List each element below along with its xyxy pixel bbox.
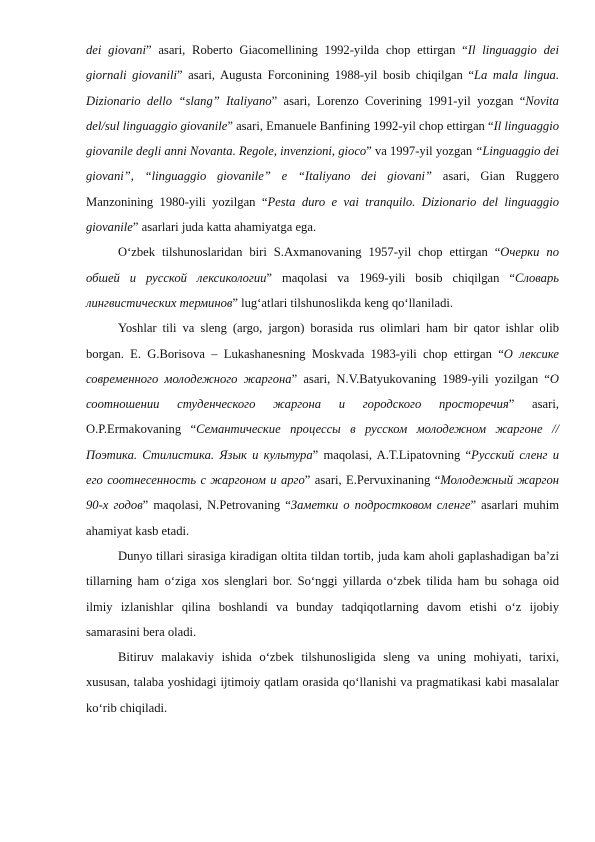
body-text: ” asari, Lorenzo Coverining 1991-yil yozgan “	[271, 93, 526, 108]
italic-title-text: Pesta duro e vai tranquilo. Dizionario del linguaggio giovanile	[86, 194, 560, 235]
italic-title-text: Il linguaggio dei giornali giovanili	[86, 43, 559, 83]
body-text: ” asarlari muhim ahamiyat kasb etadi.	[86, 498, 559, 538]
italic-title-text: О лексике современного молодежного жаргона	[86, 346, 560, 386]
body-text: ” va 1997-yil yozgan	[366, 144, 476, 159]
italic-title-text: dei giovani	[86, 43, 146, 57]
body-text: ” asarlari juda katta ahamiyatga ega.	[132, 220, 317, 235]
italic-title-text: Заметки о подростковом сленге	[290, 498, 471, 513]
italic-title-text: Очерки по обшей и русской лексикологии	[86, 245, 559, 285]
document-body	[86, 38, 559, 721]
body-text: ” asari, Roberto Giacomellining 1992-yilda chop ettirgan “	[145, 43, 468, 57]
body-text: Yoshlar tili va sleng (argo, jargon) borasida rus olimlari ham bir qator ishlar olib borgan. E. G.Borisova – Lukashanesning Moskvada 1983-yili chop ettirgan “	[86, 321, 559, 361]
italic-title-text: О соотношении студенческого жаргона и городского просторечия	[86, 371, 559, 412]
body-text: ” asari, E.Pervuxinaning “	[304, 473, 441, 488]
italic-title-text: Русский сленг и его соотнесенность с жаргоном и арго	[86, 447, 559, 488]
body-text: ” asari, N.V.Batyukovaning 1989-yili yozilgan “	[291, 371, 550, 386]
body-text: ” lug‘atlari tilshunoslikda keng qo‘llaniladi.	[232, 295, 454, 310]
body-text: Bitiruv malakaviy ishida o‘zbek tilshunosligida sleng va uning mohiyati, tarixi, xususan, talaba yoshidagi ijtimoiy qatlam orasida qo‘llanishi va pragmatikasi kabi masalalar ko‘rib chiqiladi.	[86, 650, 559, 715]
body-text: ” maqolasi, N.Petrovaning “	[142, 498, 291, 513]
italic-title-text: Novita del/sul linguaggio giovanile	[86, 93, 559, 133]
paragraph-4	[86, 544, 559, 645]
body-text: ” maqolasi, A.T.Lipatovning “	[312, 447, 472, 462]
body-text: Dunyo tillari sirasiga kiradigan oltita tildan tortib, juda kam aholi gaplashadigan ba’zi tillarning ham o‘ziga xos slenglari bor. So‘nggi yillarda o‘zbek tilida ham bu sohaga oid ilmiy izlanishlar qilina boshlandi va bunday tadqiqotlarning davom etishi o‘z ijobiy samarasini bera oladi.	[86, 548, 559, 639]
paragraph-2	[86, 240, 559, 316]
italic-title-text: Семантические процессы в русском молодежном жаргоне // Поэтика. Стилистика. Язык и культура	[86, 422, 559, 462]
paragraph-3	[86, 316, 559, 544]
italic-title-text: La mala lingua. Dizionario dello “slang” Italiyano	[86, 68, 559, 108]
italic-title-text: Il linguaggio giovanile degli anni Novanta. Regole, invenzioni, gioco	[86, 118, 560, 159]
body-text: ” asari, Augusta Forconining 1988-yil bosib chiqilgan “	[176, 68, 474, 83]
body-text: O‘zbek tilshunoslaridan biri S.Axmanovaning 1957-yil chop ettirgan “	[118, 245, 501, 260]
italic-title-text: Словарь лингвистических терминов	[86, 270, 559, 310]
body-text: ” maqolasi va 1969-yili bosib chiqilgan “	[266, 270, 515, 285]
italic-title-text: “Linguaggio dei giovani”, “linguaggio giovanile” e “Italiyano dei giovani”	[86, 144, 560, 184]
paragraph-5	[86, 645, 559, 721]
body-text: ” asari, Emanuele Banfining 1992-yil chop ettirgan “	[227, 118, 494, 133]
body-text: ” asari, O.P.Ermakovaning “	[86, 397, 559, 437]
italic-title-text: Молодежный жаргон 90-х годов	[86, 473, 559, 513]
body-text: asari, Gian Ruggero Manzonining 1980-yili yozilgan “	[86, 169, 559, 209]
paragraph-1	[86, 38, 559, 240]
